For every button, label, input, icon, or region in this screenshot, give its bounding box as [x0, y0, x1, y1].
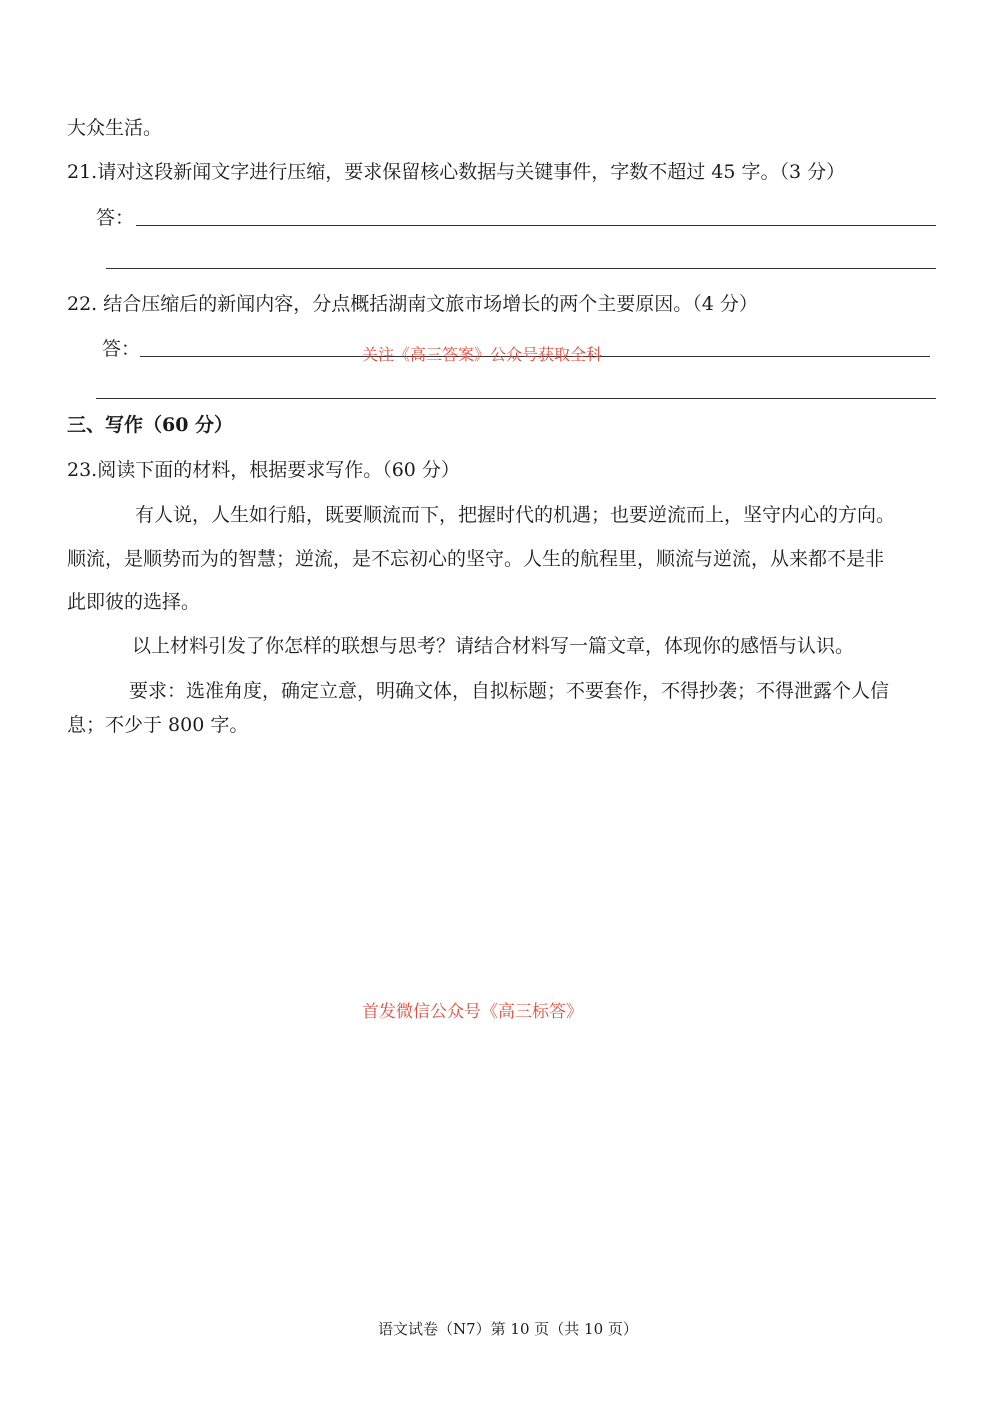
previous-paragraph-ending: 大众生活。 [67, 117, 163, 139]
question-21-answer-line-1[interactable] [136, 225, 936, 226]
watermark-text-overlay: 关注《高三答案》公众号获取全科 [362, 345, 603, 364]
writing-prompt: 以上材料引发了你怎样的联想与思考？请结合材料写一篇文章，体现你的感悟与认识。 [132, 635, 855, 657]
writing-requirements-line-2: 息；不少于 800 字。 [67, 714, 249, 736]
material-line-3: 此即彼的选择。 [67, 591, 201, 613]
question-21-answer-label: 答： [96, 207, 135, 229]
question-22-answer-line-2[interactable] [96, 398, 936, 399]
material-line-2: 顺流，是顺势而为的智慧；逆流，是不忘初心的坚守。人生的航程里，顺流与逆流，从来都不是非 [67, 548, 885, 570]
question-21-answer-line-2[interactable] [106, 268, 936, 269]
watermark-center: 首发微信公众号《高三标答》 [362, 1002, 583, 1022]
material-line-1: 有人说，人生如行船，既要顺流而下，把握时代的机遇；也要逆流而上，坚守内心的方向。 [135, 504, 896, 526]
question-22-answer-label: 答： [102, 338, 141, 360]
page-footer: 语文试卷（N7）第 10 页（共 10 页） [378, 1320, 638, 1338]
question-22-text: 22. 结合压缩后的新闻内容，分点概括湖南文旅市场增长的两个主要原因。（4 分） [67, 293, 758, 315]
section-3-heading: 三、写作（60 分） [67, 414, 234, 436]
question-23-text: 23.阅读下面的材料，根据要求写作。（60 分） [67, 459, 460, 481]
writing-requirements-line-1: 要求：选准角度，确定立意，明确文体，自拟标题；不要套作，不得抄袭；不得泄露个人信 [129, 680, 890, 702]
question-21-text: 21.请对这段新闻文字进行压缩，要求保留核心数据与关键事件，字数不超过 45 字。（3 分） [67, 161, 846, 183]
